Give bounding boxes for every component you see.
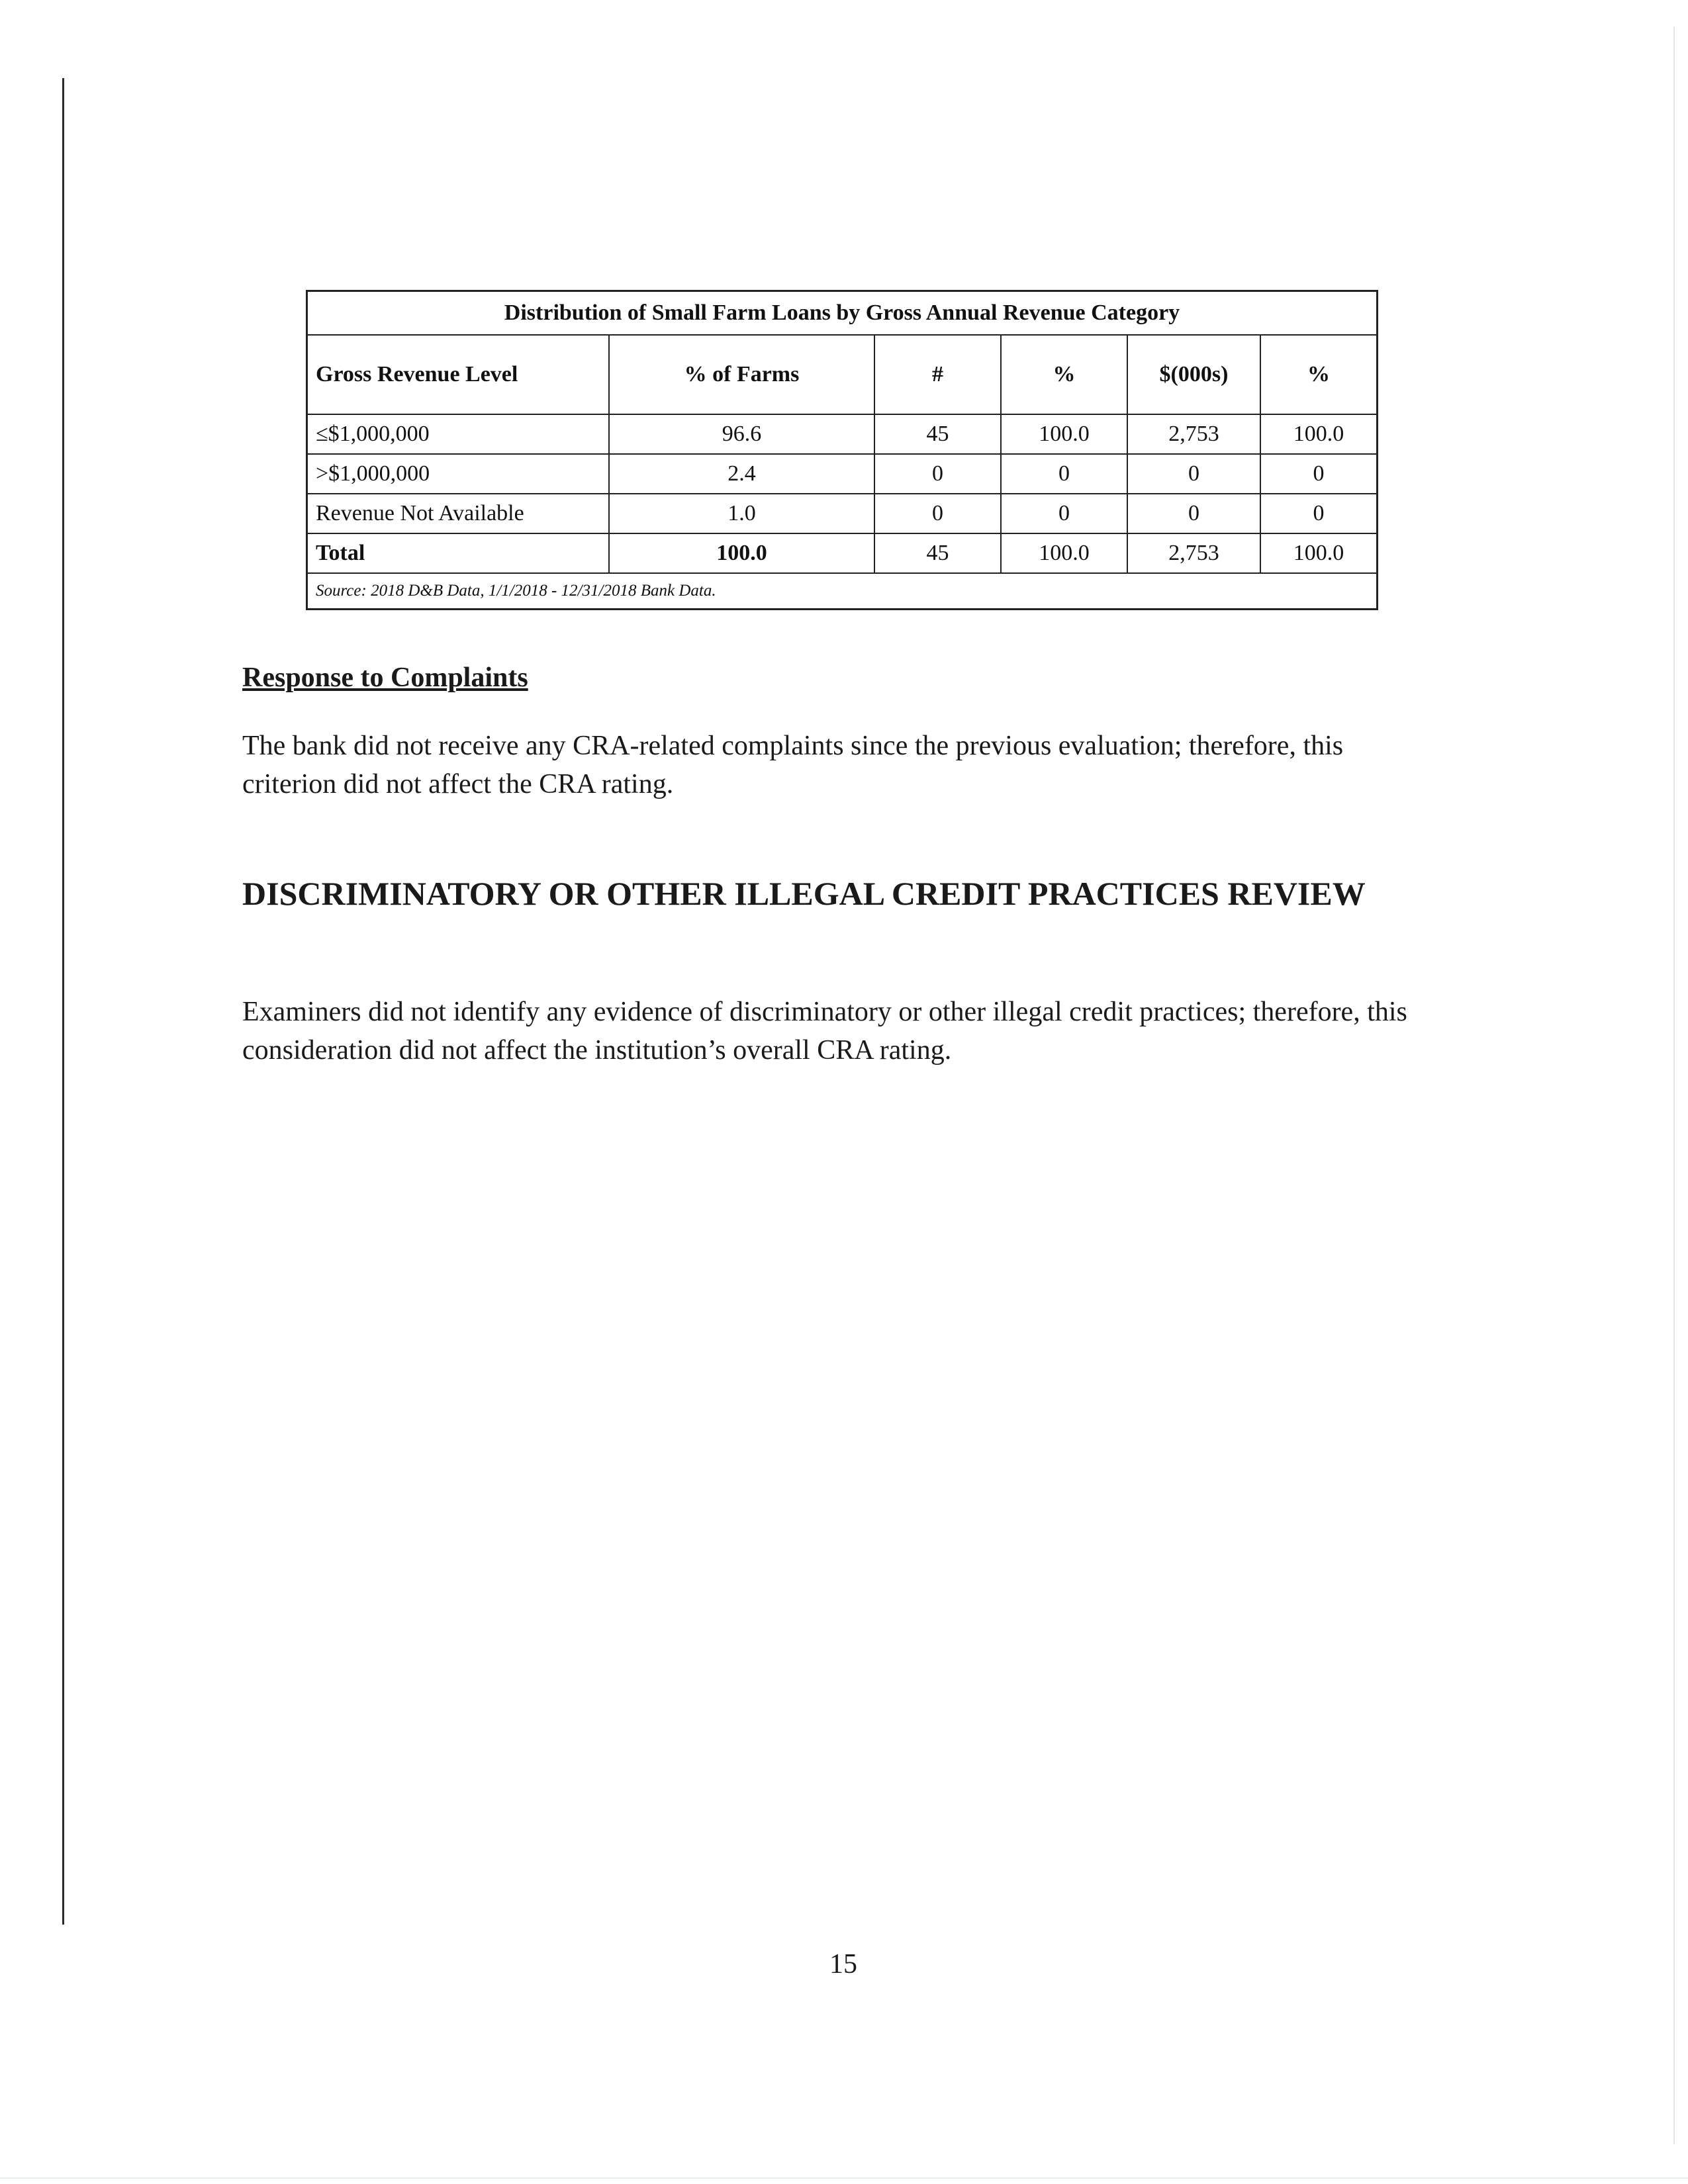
table-cell: 2,753: [1127, 533, 1260, 573]
page-number: 15: [829, 1949, 857, 1979]
table-cell: 96.6: [609, 414, 874, 454]
column-header-count-percent: %: [1001, 335, 1127, 414]
table-cell: 0: [1001, 454, 1127, 494]
table-row: [307, 414, 1378, 454]
table-title: Distribution of Small Farm Loans by Gross Annual Revenue Category: [307, 291, 1378, 336]
table-cell: 0: [874, 454, 1001, 494]
scan-margin-line: [62, 78, 64, 1925]
table-cell: 100.0: [609, 533, 874, 573]
table-cell: 2,753: [1127, 414, 1260, 454]
table-cell: 0: [1127, 454, 1260, 494]
table-cell: 2.4: [609, 454, 874, 494]
table-cell: ≤$1,000,000: [307, 414, 610, 454]
table-cell: 0: [1260, 454, 1378, 494]
column-header-gross-revenue-level: Gross Revenue Level: [307, 335, 610, 414]
column-header-dollars-percent: %: [1260, 335, 1378, 414]
table-cell: Revenue Not Available: [307, 494, 610, 533]
table-title-row: [307, 291, 1378, 336]
table-cell: Total: [307, 533, 610, 573]
column-header-dollars: $(000s): [1127, 335, 1260, 414]
table-cell: 100.0: [1001, 533, 1127, 573]
table-row: [307, 454, 1378, 494]
discrimination-paragraph: Examiners did not identify any evidence of discriminatory or other illegal credit practices; therefore, this consideration did not affect the institution’s overall CRA rating.: [242, 997, 1407, 1066]
column-header-count: #: [874, 335, 1001, 414]
complaints-heading: Response to Complaints: [242, 662, 528, 693]
table-cell: 45: [874, 533, 1001, 573]
table-total-row: [307, 533, 1378, 573]
table-source-note: Source: 2018 D&B Data, 1/1/2018 - 12/31/2018 Bank Data.: [307, 573, 1378, 610]
scan-edge-bottom: [0, 2177, 1688, 2179]
column-header-percent-of-farms: % of Farms: [609, 335, 874, 414]
discrimination-heading: DISCRIMINATORY OR OTHER ILLEGAL CREDIT PRACTICES REVIEW: [242, 875, 1366, 912]
small-farm-loans-table: [306, 290, 1378, 610]
table-cell: 1.0: [609, 494, 874, 533]
table-cell: 0: [1127, 494, 1260, 533]
table-cell: 0: [874, 494, 1001, 533]
table-source-row: [307, 573, 1378, 610]
complaints-paragraph: The bank did not receive any CRA-related complaints since the previous evaluation; therefore, this criterion did not affect the CRA rating.: [242, 731, 1344, 799]
table-cell: >$1,000,000: [307, 454, 610, 494]
table-row: [307, 494, 1378, 533]
table-cell: 45: [874, 414, 1001, 454]
table-cell: 0: [1001, 494, 1127, 533]
table-cell: 0: [1260, 494, 1378, 533]
table-header-row: [307, 335, 1378, 414]
table-cell: 100.0: [1001, 414, 1127, 454]
table-cell: 100.0: [1260, 533, 1378, 573]
table-cell: 100.0: [1260, 414, 1378, 454]
scan-edge-right: [1673, 26, 1675, 2144]
